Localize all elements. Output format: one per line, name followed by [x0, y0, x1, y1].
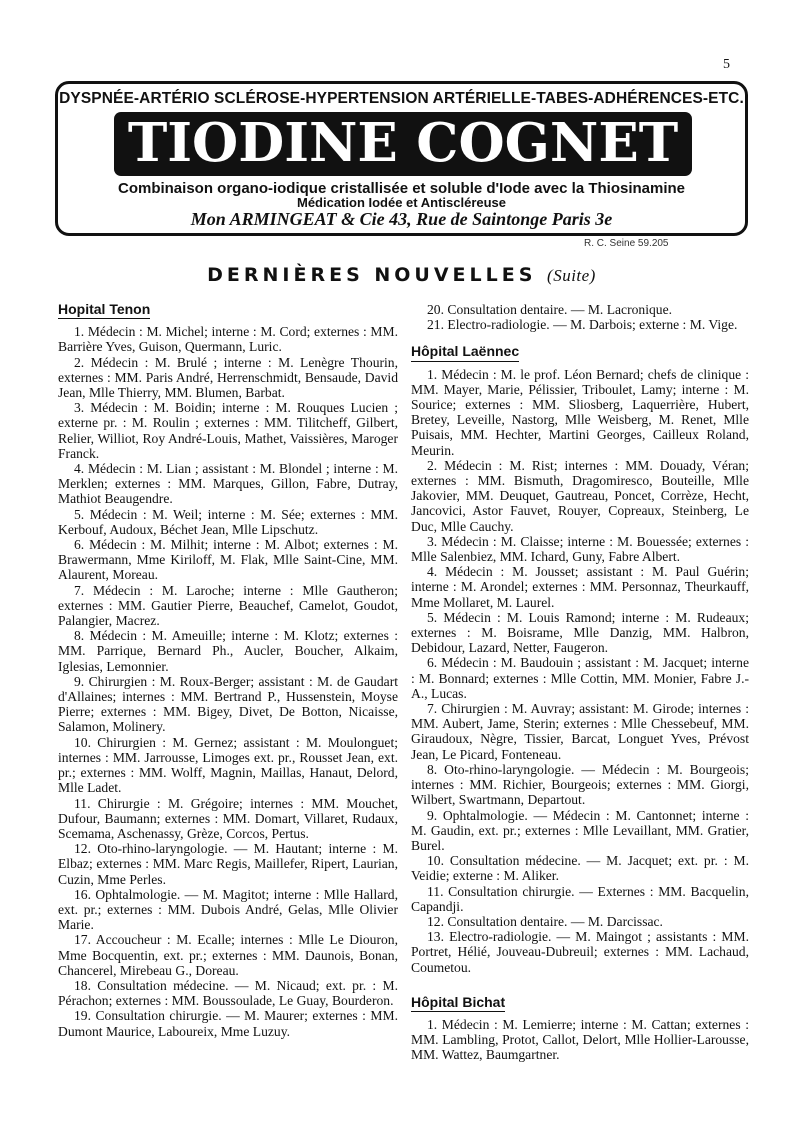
- ad-subtitle-2: Médication Iodée et Antiscléreuse: [296, 195, 507, 210]
- list-item: 1. Médecin : M. le prof. Léon Bernard; chefs de clinique : MM. Mayer, Marie, Pélissier, Triboulet, Lamy; interne : M. Sourice; externes : MM. Sliosberg, Laquerrière, Hubert, Bretey, Leveille, Nastorg, Mlle Weisberg, M. Renet, Mlle Puisais, MM. Hechter, Martini Georges, Cailleux Roland, Meurin.: [411, 366, 749, 458]
- page-number: 5: [723, 57, 730, 72]
- list-item: 10. Chirurgien : M. Gernez; assistant : M. Moulonguet; internes : MM. Jarrousse, Limoges ext. pr., Rousset Jean, ext. pr.; externes : MM. Wolff, Magnin, Maillas, Hanaut, Delord, Mlle Ladet.: [58, 734, 398, 796]
- list-item: 6. Médecin : M. Milhit; interne : M. Albot; externes : M. Brawermann, Mme Kiriloff, M. Flak, Mlle Saint-Cine, MM. Alaurent, Moreau.: [58, 537, 398, 583]
- headline-title: DERNIÈRES NOUVELLES: [207, 264, 537, 286]
- list-item: 1. Médecin : M. Michel; interne : M. Cord; externes : MM. Barrière Yves, Guison, Quermann, Luric.: [58, 324, 398, 355]
- list-item: 3. Médecin : M. Boidin; interne : M. Rouques Lucien ; externe pr. : M. Roulin ; externes : MM. Tilitcheff, Gilbert, Relier, Williot, Roy André-Louis, Mathet, Vaissières, Maroger Franck.: [58, 400, 398, 461]
- list-item: 18. Consultation médecine. — M. Nicaud; ext. pr. : M. Pérachon; externes : MM. Boussoulade, Le Guay, Bourderon.: [58, 977, 398, 1009]
- list-item: 11. Chirurgie : M. Grégoire; internes : MM. Mouchet, Dufour, Baumann; externes : MM. Domart, Villaret, Rudaux, Scemama, Aschenassy, Grèze, Corcos, Pertus.: [58, 795, 398, 841]
- ad-indications-line: DYSPNÉE-ARTÉRIO SCLÉROSE-HYPERTENSION ARTÉRIELLE-TABES-ADHÉRENCES-ETC.: [59, 90, 744, 107]
- left-column: [58, 302, 398, 1039]
- list-item: 7. Chirurgien : M. Auvray; assistant: M. Girode; internes : MM. Aubert, Jame, Sterin; externes : Mlle Chessebeuf, MM. Giraudoux, Nègre, Tissier, Barcat, Longuet Yves, Prévost Jean, Le Picard, Fonteneau.: [411, 701, 749, 762]
- list-item: 5. Médecin : M. Louis Ramond; interne : M. Rudeaux; externes : M. Boisrame, Mlle Danzig, MM. Halbron, Debidour, Lazard, Netter, Faugeron.: [411, 609, 749, 656]
- list-item: 10. Consultation médecine. — M. Jacquet; ext. pr. : M. Veidie; externe : M. Aliker.: [411, 853, 749, 884]
- list-item: 2. Médecin : M. Rist; internes : MM. Douady, Véran; externes : MM. Bismuth, Dragomiresco, Bouteille, Mlle Jakovier, MM. Deuquet, Gautreau, Poncet, Corrèze, Hecht, Jancovici, Astor Fauvet, Rouyer, Copreaux, Steinberg, Le Duc, Mlle Cauchy.: [411, 457, 749, 534]
- list-item: 9. Chirurgien : M. Roux-Berger; assistant : M. de Gaudart d'Allaines; internes : MM. Bertrand P., Hussenstein, Moyse Pierre; externes : MM. Bigey, Divet, De Botton, Nicaisse, Salamon, Molinery.: [58, 673, 398, 735]
- right-column: [411, 302, 749, 1063]
- list-item: 21. Electro-radiologie. — M. Darbois; externe : M. Vige.: [427, 317, 738, 333]
- hospital-heading-tenon: Hopital Tenon: [58, 302, 150, 319]
- list-item: 3. Médecin : M. Claisse; interne : M. Bouessée; externes : Mlle Salenbiez, MM. Ichard, Guny, Fabre Albert.: [411, 533, 749, 565]
- list-item: 12. Oto-rhino-laryngologie. — M. Hautant; interne : M. Elbaz; externes : MM. Marc Regis, Maillefer, Ripert, Laurian, Cuzin, Mme Perles.: [58, 841, 398, 887]
- list-item: 2. Médecin : M. Brulé ; interne : M. Lenègre Thourin, externes : MM. Paris André, Herrenschmidt, Bensaude, David Jean, Mlle Thierry, MM. Blumen, Barbat.: [58, 354, 398, 401]
- list-item: 8. Médecin : M. Ameuille; interne : M. Klotz; externes : MM. Parrique, Bernard Ph., Aucler, Boucher, Alkaim, Iglesias, Lemonnier.: [58, 628, 398, 674]
- headline-suite: (Suite): [547, 266, 596, 285]
- list-item: 16. Ophtalmologie. — M. Magitot; interne : Mlle Hallard, ext. pr.; externes : MM. Dubois André, Gelas, Mlle Olivier Marie.: [58, 886, 398, 933]
- ad-subtitle: Combinaison organo-iodique cristallisée et soluble d'Iode avec la Thiosinamine: [117, 180, 686, 197]
- hospital-heading-bichat: Hôpital Bichat: [411, 995, 505, 1012]
- list-item: 20. Consultation dentaire. — M. Lacronique.: [427, 302, 673, 317]
- ad-brand-name: TIODINE COGNET: [127, 112, 679, 174]
- ad-address: Mon ARMINGEAT & Cie 43, Rue de Saintonge Paris 3e: [190, 209, 613, 229]
- ad-credit: R. C. Seine 59.205: [584, 238, 669, 249]
- list-item: 17. Accoucheur : M. Ecalle; internes : Mlle Le Diouron, Mme Bocquentin, ext. pr.; externes : MM. Daunois, Bonan, Chancerel, Mirebeau G., Doreau.: [58, 932, 398, 978]
- list-item: 4. Médecin : M. Jousset; assistant : M. Paul Guérin; interne : M. Arondel; externes : MM. Personnaz, Theurkauff, Mme Mollaret, M. Laurel.: [411, 564, 749, 610]
- list-item: 19. Consultation chirurgie. — M. Maurer; externes : MM. Dumont Maurice, Laboureix, Mme Luzuy.: [58, 1008, 398, 1039]
- list-item: 7. Médecin : M. Laroche; interne : Mlle Gautheron; externes : MM. Gautier Pierre, Beauchef, Camelot, Goudot, Palangier, Macrez.: [58, 582, 398, 629]
- list-item: 9. Ophtalmologie. — Médecin : M. Cantonnet; interne : M. Gaudin, ext. pr.; externes : Mlle Levaillant, MM. Gratier, Burel.: [411, 807, 749, 853]
- list-item: 11. Consultation chirurgie. — Externes : MM. Bacquelin, Capandji.: [411, 883, 749, 914]
- list-item: 5. Médecin : M. Weil; interne : M. Sée; externes : MM. Kerbouf, Audoux, Béchet Jean, Mlle Lipschutz.: [58, 506, 398, 537]
- list-item: 13. Electro-radiologie. — M. Maingot ; assistants : MM. Portret, Hélié, Jouveau-Dubreuil; externes : MM. Lachaud, Coumetou.: [411, 929, 749, 975]
- list-item: 12. Consultation dentaire. — M. Darcissac.: [427, 913, 663, 929]
- list-item: 6. Médecin : M. Baudouin ; assistant : M. Jacquet; interne : M. Bonnard; externes : Mlle Cottin, MM. Monier, Fabre J.-A., Lucas.: [411, 655, 749, 701]
- page-headline: [55, 264, 748, 286]
- list-item: 8. Oto-rhino-laryngologie. — Médecin : M. Bourgeois; internes : MM. Richier, Bourgeois; externes : MM. Giorgi, Wilbert, Swartmann, Departout.: [411, 761, 749, 808]
- list-item: 1. Médecin : M. Lemierre; interne : M. Cattan; externes : MM. Lambling, Protot, Callot, Delort, Mlle Hollier-Larousse, MM. Wattez, Baumgartner.: [411, 1016, 749, 1063]
- hospital-heading-laennec: Hôpital Laënnec: [411, 344, 519, 361]
- list-item: 4. Médecin : M. Lian ; assistant : M. Blondel ; interne : M. Merklen; externes : MM. Marques, Gillon, Fabre, Dutray, Mathiot Beaugendre.: [58, 461, 398, 507]
